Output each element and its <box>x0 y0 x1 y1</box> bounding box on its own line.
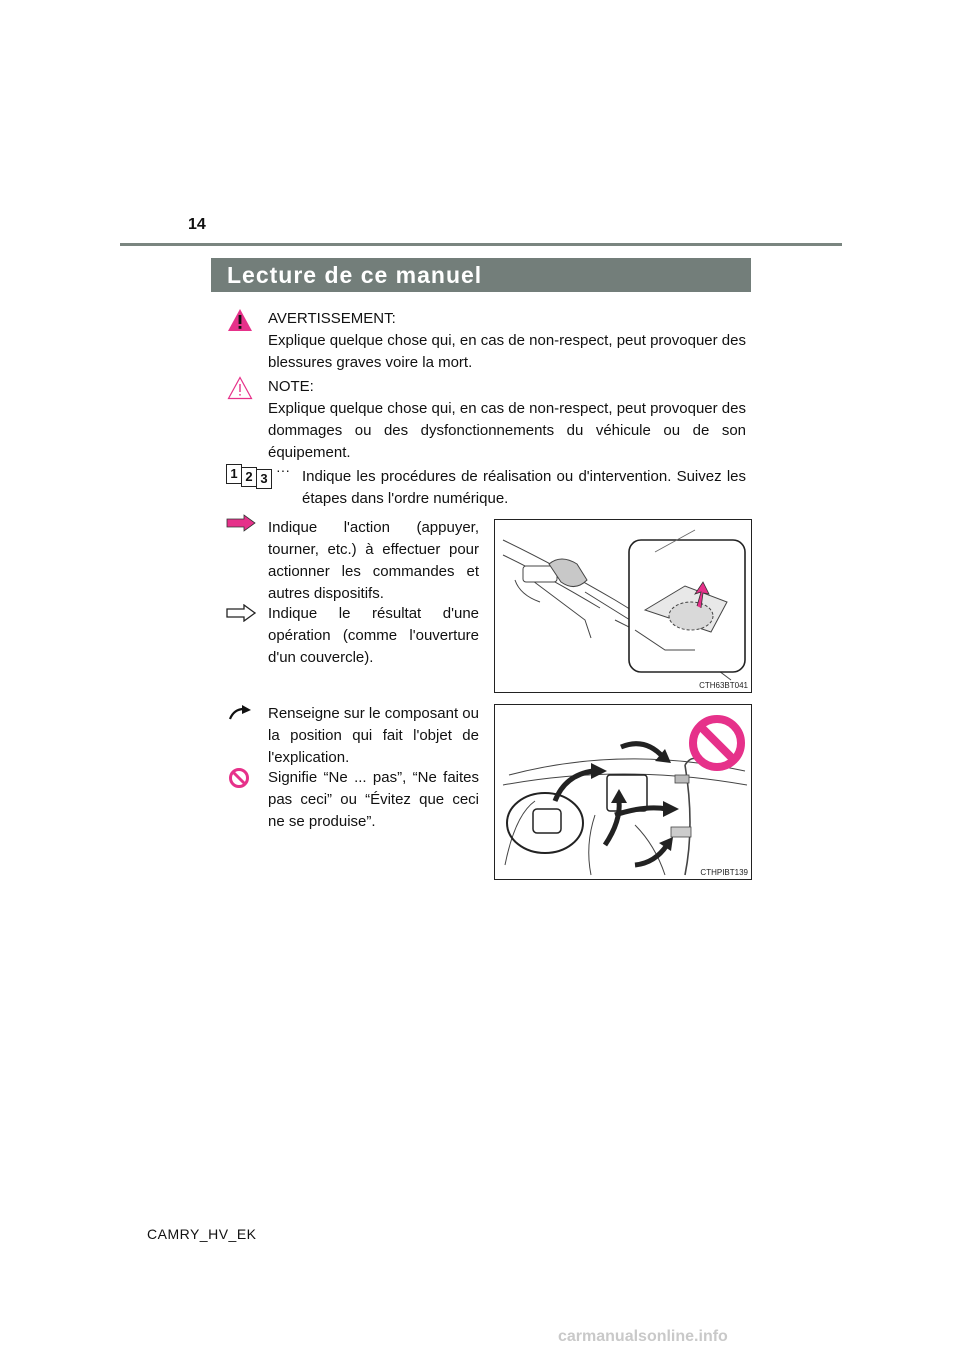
section-header <box>211 258 751 292</box>
watermark: carmanualsonline.info <box>558 1328 728 1345</box>
note-entry <box>268 376 746 464</box>
warning-entry <box>268 308 746 374</box>
action-text: Indique l'action (appuyer, tourner, etc.) à effectuer pour actionner les commandes et autres dispositifs. <box>268 519 479 602</box>
footer-model-code: CAMRY_HV_EK <box>147 1226 257 1242</box>
warning-filled-icon <box>227 308 253 337</box>
page-number: 14 <box>188 216 206 233</box>
warning-outline-icon <box>227 376 253 405</box>
note-text: Explique quelque chose qui, en cas de non-respect, peut provoquer des dommages ou des dysfonctionnements du véhicule ou de son équipement. <box>268 400 746 461</box>
section-title: Lecture de ce manuel <box>227 262 483 288</box>
warning-label: AVERTISSEMENT: <box>268 310 396 327</box>
pointer-text: Renseigne sur le composant ou la position qui fait l'objet de l'explication. <box>268 705 479 766</box>
outline-arrow-icon <box>226 604 256 627</box>
step-number-1: 1 <box>226 464 242 484</box>
prohibition-text: Signifie “Ne ... pas”, “Ne faites pas ceci” ou “Évitez que ceci ne se produise”. <box>268 769 479 830</box>
filled-arrow-icon <box>226 514 256 537</box>
figure1-caption: CTH63BT041 <box>699 681 748 690</box>
curved-pointer-icon <box>228 705 252 726</box>
figure-dashboard <box>494 704 752 880</box>
numbered-steps-icon <box>226 464 296 488</box>
header-rule <box>120 243 842 246</box>
figure-overhead-console <box>494 519 752 693</box>
result-text: Indique le résultat d'une opération (comme l'ouverture d'un couvercle). <box>268 605 479 666</box>
note-label: NOTE: <box>268 378 314 395</box>
step-number-3: 3 <box>256 469 272 489</box>
dashboard-illustration <box>495 705 751 879</box>
prohibition-icon <box>228 767 250 794</box>
steps-ellipsis: ··· <box>276 462 290 478</box>
warning-text: Explique quelque chose qui, en cas de non-respect, peut provoquer des blessures graves voire la mort. <box>268 332 746 371</box>
figure2-caption: CTHPIBT139 <box>700 868 748 877</box>
steps-text: Indique les procédures de réalisation ou d'intervention. Suivez les étapes dans l'ordre numérique. <box>302 468 746 507</box>
step-number-2: 2 <box>241 467 257 487</box>
overhead-console-illustration <box>495 520 751 692</box>
